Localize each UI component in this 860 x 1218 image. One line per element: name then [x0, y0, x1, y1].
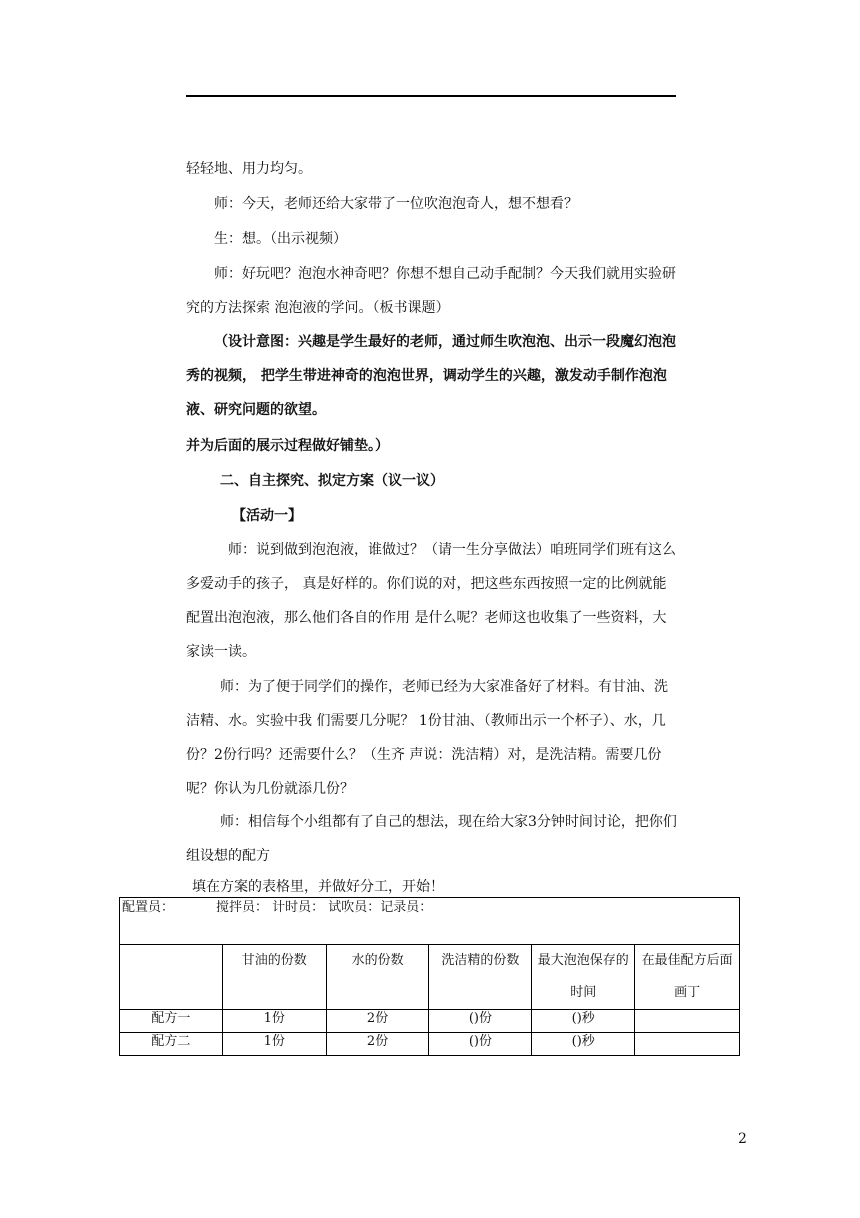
paragraph-10: 师：为了便于同学们的操作，老师已经为大家准备好了材料。有甘油、洗洁精、水。实验中我 们需要几分呢？ 1份甘油、（教师出示一个杯子）、水，几份？2份行吗？还需要什么？（生齐 声说：洗洁精）对，是洗洁精。需要几份呢？你认为几份就添几份？ — [186, 679, 668, 797]
paragraph-3: 生：想。（出示视频） — [214, 231, 347, 247]
paragraph-1: 轻轻地、用力均匀。 — [186, 161, 312, 177]
table-row — [120, 1010, 740, 1033]
page-number: 2 — [738, 1131, 747, 1147]
header-rule — [186, 95, 676, 97]
best-mark — [635, 1033, 740, 1056]
water-parts: 2份 — [326, 1010, 429, 1033]
paragraph-11: 师：相信每个小组都有了自己的想法，现在给大家3分钟时间讨论，把你们组设想的配方 — [186, 814, 677, 864]
roles-row — [120, 898, 740, 945]
header-cell-empty — [120, 945, 223, 1010]
water-parts: 2份 — [326, 1033, 429, 1056]
paragraph-9: 师：说到做到泡泡液，谁做过？（请一生分享做法）咱班同学们班有这么多爱动手的孩子， 真是好样的。你们说的对，把这些东西按照一定的比例就能配置出泡泡液，那么他们各自的作用 是什么呢？老师这也收集了一些资料，大家读一读。 — [186, 542, 676, 660]
paragraph-4: 师：好玩吧？泡泡水神奇吧？你想不想自己动手配制？今天我们就用实验研究的方法探索 泡泡液的学问。（板书课题） — [186, 266, 676, 316]
detergent-parts: ()份 — [429, 1033, 532, 1056]
role-others: 搅拌员： 计时员： 试吹员：记录员： — [216, 900, 433, 915]
best-mark — [635, 1010, 740, 1033]
design-intent-continued: 并为后面的展示过程做好铺垫。） — [186, 438, 389, 454]
header-row — [120, 945, 740, 1010]
role-config: 配置员： — [122, 900, 175, 915]
header-detergent: 洗洁精的份数 — [429, 945, 532, 1010]
header-time: 最大泡泡保存的时间 — [532, 945, 635, 1010]
header-glycerin: 甘油的份数 — [222, 945, 326, 1010]
section-heading: 二、自主探究、拟定方案（议一议） — [220, 473, 444, 489]
plan-table — [119, 897, 740, 1056]
design-intent-paragraph: （设计意图：兴趣是学生最好的老师，通过师生吹泡泡、出示一段魔幻泡泡秀的视频， 把学生带进神奇的泡泡世界，调动学生的兴趣，激发动手制作泡泡液、研究问题的欲望。 — [186, 334, 676, 418]
activity-label: 【活动一】 — [232, 508, 302, 524]
glycerin-parts: 1份 — [222, 1033, 326, 1056]
glycerin-parts: 1份 — [222, 1010, 326, 1033]
table-row — [120, 1033, 740, 1056]
row-label: 配方一 — [120, 1010, 223, 1033]
bubble-time: ()秒 — [532, 1010, 635, 1033]
paragraph-12: 填在方案的表格里，并做好分工，开始！ — [192, 879, 444, 895]
detergent-parts: ()份 — [429, 1010, 532, 1033]
paragraph-2: 师：今天，老师还给大家带了一位吹泡泡奇人，想不想看？ — [214, 196, 578, 212]
header-best: 在最佳配方后面画丁 — [635, 945, 740, 1010]
row-label: 配方二 — [120, 1033, 223, 1056]
bubble-time: ()秒 — [532, 1033, 635, 1056]
roles-cell — [120, 898, 740, 945]
header-water: 水的份数 — [326, 945, 429, 1010]
